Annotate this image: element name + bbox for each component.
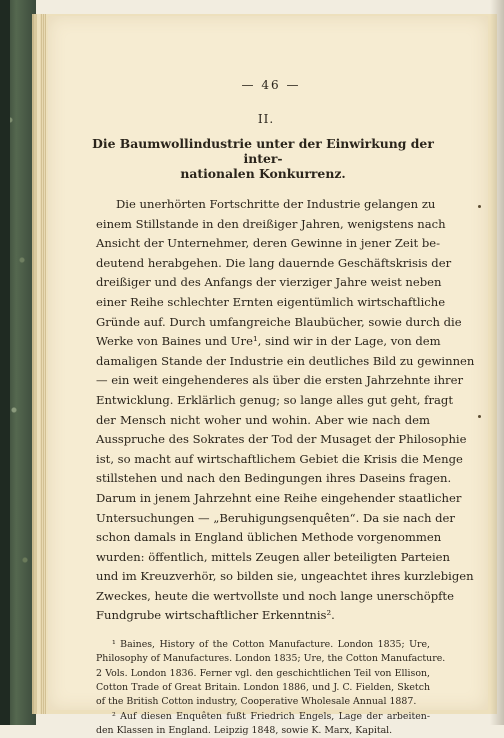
body-line: wurden: öffentlich, mittels Zeugen aller beteiligten Parteien	[96, 549, 450, 564]
footnote-line: ¹ Baines, History of the Cotton Manufacture. London 1835; Ure,	[112, 639, 430, 651]
body-line: ist, so macht auf wirtschaftlichem Gebiet die Krisis die Menge	[96, 451, 463, 466]
body-line: Untersuchungen — „Beruhigungsenquêten“. Da sie nach der	[96, 510, 455, 525]
page-text	[92, 78, 475, 738]
body-line: schon damals in England üblichen Methode vorgenommen	[96, 530, 442, 545]
footnote-line: ² Auf diesen Enquêten fußt Friedrich Engels, Lage der arbeiten-	[112, 710, 430, 722]
body-paragraph	[96, 195, 475, 626]
footnote-line: den Klassen in England. Leipzig 1848, sowie K. Marx, Kapital.	[96, 724, 393, 736]
body-line: damaligen Stande der Industrie ein deutliches Bild zu gewinnen	[96, 353, 475, 368]
body-line: Ausspruche des Sokrates der Tod der Musaget der Philosophie	[96, 432, 467, 447]
body-line: und im Kreuzverhör, so bilden sie, ungeachtet ihres kurzlebigen	[96, 569, 474, 584]
body-line: Die unerhörten Fortschritte der Industrie gelangen zu	[116, 197, 436, 211]
book-cover	[0, 0, 36, 725]
body-line: Darum in jenem Jahrzehnt eine Reihe eingehender staatlicher	[96, 490, 462, 505]
body-line: — ein weit eingehenderes als über die ersten Jahrzehnte ihrer	[96, 373, 464, 388]
section-numeral: II.	[257, 112, 275, 126]
footnote-line: Philosophy of Manufactures. London 1835; Ure, the Cotton Manufacture.	[96, 653, 446, 665]
body-line: der Mensch nicht woher und wohin. Aber wie nach dem	[96, 412, 430, 427]
footnote-line: 2 Vols. London 1836. Ferner vgl. den geschichtlichen Teil von Ellison,	[96, 667, 430, 679]
heading-line: nationalen Konkurrenz.	[180, 166, 346, 181]
body-line: Zweckes, heute die wertvollste und noch lange unerschöpfte	[96, 588, 454, 603]
body-line: einer Reihe schlechter Ernten eigentümlich wirtschaftliche	[96, 294, 446, 309]
body-line: Gründe auf. Durch umfangreiche Blaubücher, sowie durch die	[96, 314, 462, 329]
body-line: Werke von Baines und Ure¹, sind wir in der Lage, von dem	[96, 334, 441, 349]
page-number: — 46 —	[241, 78, 301, 92]
footnote-line: Cotton Trade of Great Britain. London 1886, und J. C. Fielden, Sketch	[96, 681, 430, 693]
heading-line: Die Baumwollindustrie unter der Einwirkung der inter-	[92, 136, 434, 166]
body-line: einem Stillstande in den dreißiger Jahren, wenigstens nach	[96, 216, 446, 231]
footnotes	[96, 638, 446, 738]
footnote-line: of the British Cotton industry, Cooperative Wholesale Annual 1887.	[96, 696, 417, 708]
book-spine-edge	[0, 0, 10, 725]
body-line: Fundgrube wirtschaftlicher Erkenntnis².	[96, 608, 335, 623]
paper-speck	[478, 205, 481, 208]
right-shadow	[490, 0, 504, 725]
paper-speck	[478, 415, 481, 418]
body-line: deutend herabgehen. Die lang dauernde Geschäftskrisis der	[96, 255, 452, 270]
body-line: stillstehen und nach den Bedingungen ihres Daseins fragen.	[96, 471, 452, 486]
body-line: dreißiger und des Anfangs der vierziger Jahre weist neben	[96, 275, 442, 290]
section-heading	[86, 136, 440, 181]
body-line: Entwicklung. Erklärlich genug; so lange alles gut geht, fragt	[96, 392, 453, 407]
body-line: Ansicht der Unternehmer, deren Gewinne in jener Zeit be-	[96, 236, 441, 251]
